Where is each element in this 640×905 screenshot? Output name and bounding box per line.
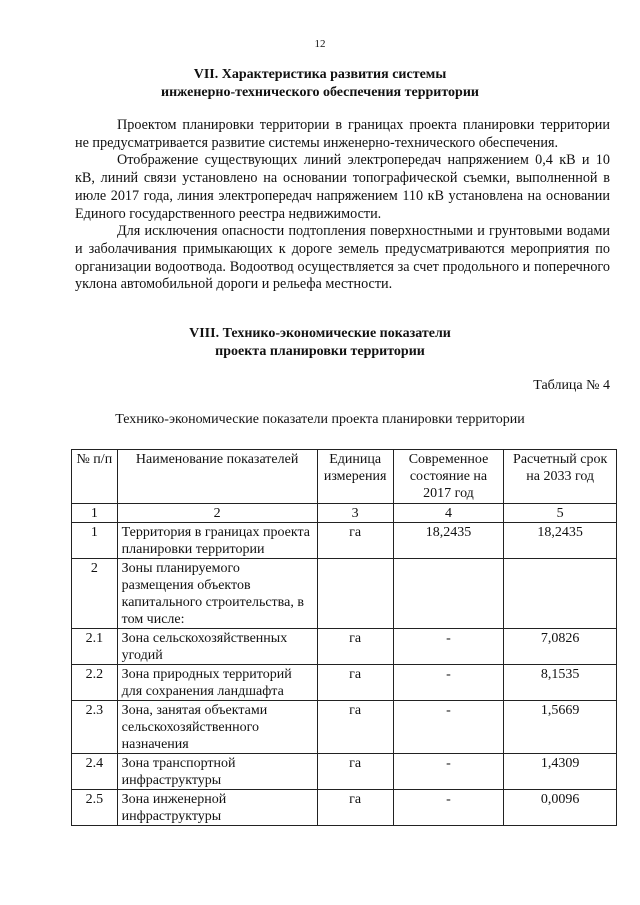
header-unit: Единица измерения xyxy=(317,450,393,504)
header-name: Наименование показателей xyxy=(117,450,317,504)
indicators-table xyxy=(71,449,617,826)
table-row xyxy=(72,790,617,826)
table-row xyxy=(72,523,617,559)
section-7-title-line-2: инженерно-технического обеспечения территории xyxy=(161,85,479,100)
row-name: Территория в границах проекта планировки территории xyxy=(117,523,317,559)
row-num: 2.2 xyxy=(72,665,118,701)
row-projected: 1,4309 xyxy=(504,754,617,790)
table-row xyxy=(72,559,617,629)
header-projected: Расчетный срок на 2033 год xyxy=(504,450,617,504)
row-unit: га xyxy=(317,701,393,754)
row-name: Зона природных территорий для сохранения ландшафта xyxy=(117,665,317,701)
section-8-title-line-1: VIII. Технико-экономические показатели xyxy=(189,326,451,341)
row-name: Зона, занятая объектами сельскохозяйственного назначения xyxy=(117,701,317,754)
section-7-body xyxy=(75,117,610,294)
row-num: 2.3 xyxy=(72,701,118,754)
index-cell: 1 xyxy=(72,504,118,523)
row-projected: 7,0826 xyxy=(504,629,617,665)
row-unit: га xyxy=(317,754,393,790)
section-8-title-line-2: проекта планировки территории xyxy=(215,344,425,359)
table-row xyxy=(72,665,617,701)
page-number: 12 xyxy=(314,38,326,50)
row-unit: га xyxy=(317,523,393,559)
row-projected xyxy=(504,559,617,629)
header-num: № п/п xyxy=(72,450,118,504)
paragraph: Проектом планировки территории в границах проекта планировки территории не предусматривается развитие системы инженерно-технического обеспечения. xyxy=(75,117,610,151)
row-current xyxy=(393,559,504,629)
index-cell: 2 xyxy=(117,504,317,523)
header-current: Современное состояние на 2017 год xyxy=(393,450,504,504)
row-current: - xyxy=(393,701,504,754)
table-label: Таблица № 4 xyxy=(533,378,610,393)
table-row xyxy=(72,629,617,665)
row-unit: га xyxy=(317,790,393,826)
section-7-title-line-1: VII. Характеристика развития системы xyxy=(193,67,447,82)
table-row xyxy=(72,754,617,790)
section-7-title xyxy=(0,66,640,102)
row-projected: 8,1535 xyxy=(504,665,617,701)
row-num: 2.4 xyxy=(72,754,118,790)
row-name: Зона сельскохозяйственных угодий xyxy=(117,629,317,665)
row-num: 2.5 xyxy=(72,790,118,826)
row-num: 1 xyxy=(72,523,118,559)
row-current: - xyxy=(393,790,504,826)
table-title: Технико-экономические показатели проекта планировки территории xyxy=(115,412,525,427)
row-current: 18,2435 xyxy=(393,523,504,559)
paragraph: Для исключения опасности подтопления поверхностными и грунтовыми водами и заболачивания примыкающих к дороге земель предусматриваются мероприятия по организации водоотвода. Водоотвод осуществляется за счет продольного и поперечного уклона автомобильной дороги и рельефа местности. xyxy=(75,223,610,293)
row-unit: га xyxy=(317,629,393,665)
row-unit: га xyxy=(317,665,393,701)
row-num: 2.1 xyxy=(72,629,118,665)
row-name: Зоны планируемого размещения объектов капитального строительства, в том числе: xyxy=(117,559,317,629)
table-header-row xyxy=(72,450,617,504)
row-projected: 18,2435 xyxy=(504,523,617,559)
index-cell: 5 xyxy=(504,504,617,523)
row-current: - xyxy=(393,754,504,790)
table-row xyxy=(72,701,617,754)
row-projected: 0,0096 xyxy=(504,790,617,826)
section-8-title xyxy=(0,325,640,361)
row-num: 2 xyxy=(72,559,118,629)
row-current: - xyxy=(393,665,504,701)
table-index-row xyxy=(72,504,617,523)
row-name: Зона инженерной инфраструктуры xyxy=(117,790,317,826)
row-unit xyxy=(317,559,393,629)
row-name: Зона транспортной инфраструктуры xyxy=(117,754,317,790)
index-cell: 3 xyxy=(317,504,393,523)
row-current: - xyxy=(393,629,504,665)
row-projected: 1,5669 xyxy=(504,701,617,754)
index-cell: 4 xyxy=(393,504,504,523)
paragraph: Отображение существующих линий электропередач напряжением 0,4 кВ и 10 кВ, линий связи установлено на основании топографической съемки, выполненной в июле 2017 года, линия электропередач напряжением 110 кВ установлена на основании Единого государственного реестра недвижимости. xyxy=(75,152,610,222)
